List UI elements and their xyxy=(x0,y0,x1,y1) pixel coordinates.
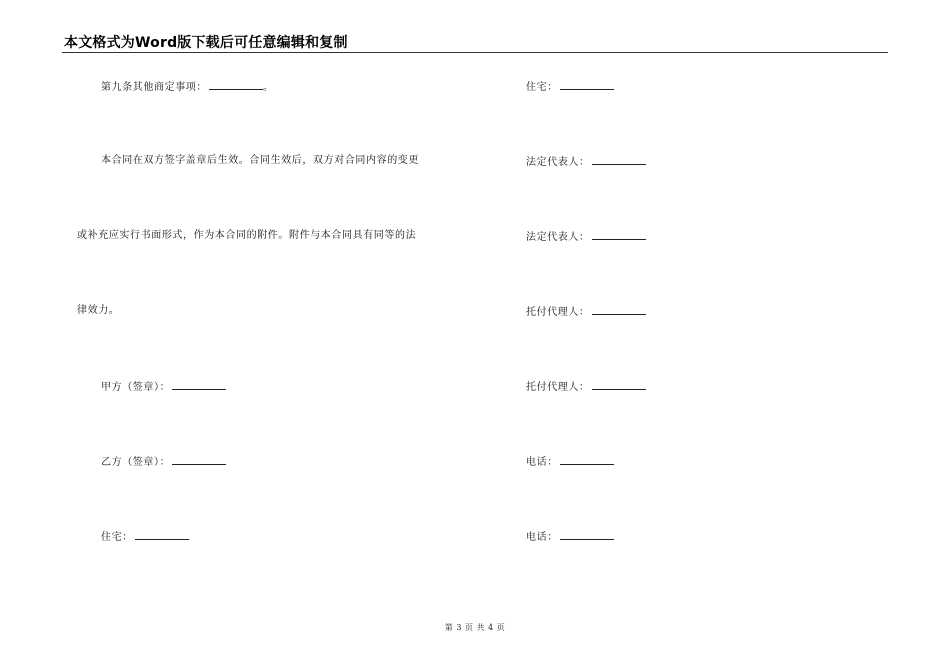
legal-rep-blank-1[interactable] xyxy=(592,155,646,165)
paragraph-line-1: 本合同在双方签字盖章后生效。合同生效后，双方对合同内容的变更 xyxy=(101,155,419,166)
phone-line-2 xyxy=(526,530,614,544)
ninth-clause-line xyxy=(101,80,274,94)
header-rule xyxy=(62,52,888,53)
legal-rep-line-1 xyxy=(526,155,646,169)
party-a-blank[interactable] xyxy=(172,380,226,390)
legal-rep-label-1: 法定代表人： xyxy=(526,157,590,168)
party-b-line xyxy=(101,455,226,469)
left-address-blank[interactable] xyxy=(135,530,189,540)
legal-rep-label-2: 法定代表人： xyxy=(526,232,590,243)
legal-rep-blank-2[interactable] xyxy=(592,230,646,240)
header-title: 本文格式为Word版下载后可任意编辑和复制 xyxy=(64,35,348,51)
party-b-label: 乙方（签章）： xyxy=(101,457,171,468)
paragraph-line-2: 或补充应实行书面形式，作为本合同的附件。附件与本合同具有同等的法 xyxy=(77,230,417,241)
agent-blank-1[interactable] xyxy=(592,305,646,315)
right-address-label: 住宅： xyxy=(526,82,558,93)
agent-line-1 xyxy=(526,305,646,319)
paragraph-line-3: 律效力。 xyxy=(77,305,120,316)
phone-line-1 xyxy=(526,455,614,469)
phone-blank-1[interactable] xyxy=(560,455,614,465)
phone-label-2: 电话： xyxy=(526,532,558,543)
left-address-line xyxy=(101,530,189,544)
agent-line-2 xyxy=(526,380,646,394)
legal-rep-line-2 xyxy=(526,230,646,244)
agent-blank-2[interactable] xyxy=(592,380,646,390)
party-a-line xyxy=(101,380,226,394)
right-address-blank[interactable] xyxy=(560,80,614,90)
left-address-label: 住宅： xyxy=(101,532,133,543)
ninth-clause-blank[interactable] xyxy=(209,80,263,90)
agent-label-2: 托付代理人： xyxy=(526,382,590,393)
phone-blank-2[interactable] xyxy=(560,530,614,540)
agent-label-1: 托付代理人： xyxy=(526,307,590,318)
party-b-blank[interactable] xyxy=(172,455,226,465)
party-a-label: 甲方（签章）： xyxy=(101,382,171,393)
page-number: 第 3 页 共 4 页 xyxy=(444,623,506,632)
ninth-clause-end: 。 xyxy=(263,82,274,93)
right-address-line xyxy=(526,80,614,94)
phone-label-1: 电话： xyxy=(526,457,558,468)
ninth-clause-label: 第九条其他商定事项： xyxy=(101,82,207,93)
